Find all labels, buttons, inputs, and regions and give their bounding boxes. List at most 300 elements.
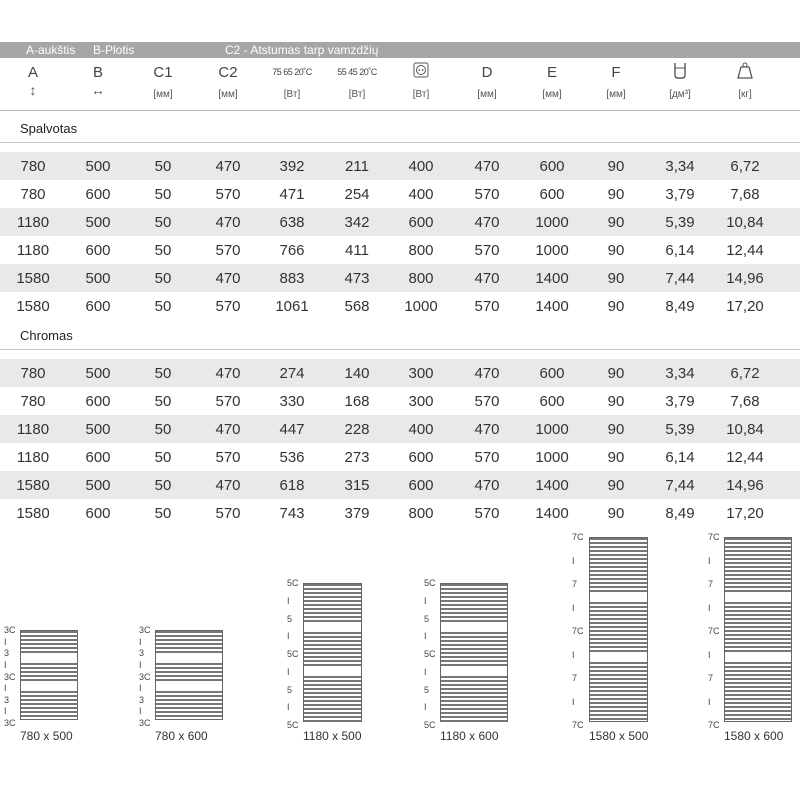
table-cell: 10,84: [726, 421, 764, 438]
table-cell: 50: [154, 158, 172, 175]
table-cell: 400: [408, 186, 434, 203]
table-cell: 600: [85, 393, 111, 410]
scale-mark: I: [287, 702, 290, 713]
scale-mark: 3C: [139, 625, 151, 635]
radiator-tube: [590, 546, 647, 548]
radiator-tube: [441, 664, 507, 666]
radiator-tube: [590, 638, 647, 640]
table-cell: 8,49: [665, 505, 695, 522]
table-cell: 228: [344, 421, 370, 438]
table-cell: 90: [607, 270, 625, 287]
table-cell: 470: [215, 270, 241, 287]
scale-mark: 3C: [4, 625, 16, 635]
table-cell: 470: [474, 477, 500, 494]
radiator-tube: [590, 614, 647, 616]
table-cell: 470: [474, 421, 500, 438]
table-cell: 600: [85, 505, 111, 522]
table-cell: 570: [474, 393, 500, 410]
header-label: C2: [218, 64, 238, 81]
radiator-tube: [590, 642, 647, 644]
scale-mark: 5C: [287, 578, 299, 588]
radiator-tube: [725, 674, 791, 676]
radiator-tube: [590, 606, 647, 608]
scale-mark: 5C: [424, 578, 436, 588]
radiator-tube: [725, 666, 791, 668]
scale-mark: 7C: [708, 532, 720, 542]
table-cell: 1580: [16, 477, 50, 494]
header-label: D: [481, 64, 493, 81]
table-cell: 6,72: [730, 158, 760, 175]
table-cell: 168: [344, 393, 370, 410]
radiator-tube: [21, 675, 77, 677]
scale-mark: 7: [572, 579, 578, 589]
table-cell: 600: [408, 449, 434, 466]
scale-mark: I: [708, 555, 711, 566]
radiator-tube: [590, 618, 647, 620]
radiator-tube: [725, 614, 791, 616]
radiator-tube: [725, 562, 791, 564]
table-cell: 7,68: [730, 186, 760, 203]
radiator-tube: [21, 647, 77, 649]
table-cell: 6,72: [730, 365, 760, 382]
table-cell: 638: [279, 214, 305, 231]
scale-mark: 5: [424, 684, 430, 695]
scale-mark: 3: [139, 648, 145, 659]
radiator-drawing: [20, 630, 78, 720]
table-cell: 1180: [16, 421, 50, 438]
radiator-tube: [725, 574, 791, 576]
table-cell: 500: [85, 214, 111, 231]
legend-a: A-aukštis: [26, 43, 76, 57]
table-cell: 1400: [535, 505, 569, 522]
scale-mark: I: [572, 555, 575, 566]
radiator-tube: [441, 644, 507, 646]
table-cell: 50: [154, 365, 172, 382]
radiator-tube: [21, 679, 77, 681]
scale-mark: 5: [424, 613, 430, 624]
table-row: [0, 415, 800, 443]
radiator-tube: [590, 682, 647, 684]
scale-mark: I: [572, 696, 575, 707]
legend-c2: C2 - Atstumas tarp vamzdžių: [225, 43, 379, 57]
scale-mark: I: [139, 683, 142, 694]
radiator-tube: [156, 703, 222, 705]
table-row: [0, 471, 800, 499]
radiator-tube: [441, 712, 507, 714]
table-cell: 90: [607, 186, 625, 203]
table-cell: 1400: [535, 298, 569, 315]
radiator-tube: [725, 578, 791, 580]
header-unit: [дм³]: [669, 89, 691, 100]
radiator-tube: [590, 702, 647, 704]
radiator-tube: [590, 578, 647, 580]
container-volume-icon: [650, 62, 710, 84]
table-cell: 470: [215, 421, 241, 438]
radiator-tube: [725, 634, 791, 636]
table-cell: 90: [607, 214, 625, 231]
header-unit: [мм]: [477, 89, 497, 100]
radiator-drawing: [589, 537, 648, 722]
table-row: [0, 236, 800, 264]
header-unit: [мм]: [153, 89, 173, 100]
table-cell: 780: [20, 158, 46, 175]
table-cell: 471: [279, 186, 305, 203]
radiator-tube: [156, 651, 222, 653]
section-title: Spalvotas: [20, 121, 78, 136]
table-cell: 600: [539, 393, 565, 410]
table-cell: 600: [85, 298, 111, 315]
radiator-tube: [590, 662, 647, 664]
radiator-tube: [725, 690, 791, 692]
radiator-tube: [725, 542, 791, 544]
radiator-tube: [441, 720, 507, 722]
radiator-tube: [304, 676, 361, 678]
radiator-tube: [304, 640, 361, 642]
weight-icon: [715, 62, 775, 84]
table-cell: 600: [539, 158, 565, 175]
scale-mark: I: [4, 659, 7, 670]
table-cell: 50: [154, 449, 172, 466]
radiator-tube: [21, 651, 77, 653]
radiator-tube: [156, 643, 222, 645]
radiator-tube: [590, 686, 647, 688]
radiator-tube: [441, 596, 507, 598]
scale-mark: I: [424, 666, 427, 677]
radiator-tube: [304, 716, 361, 718]
radiator-tube: [304, 720, 361, 722]
section-title: Chromas: [20, 328, 73, 343]
table-cell: 14,96: [726, 270, 764, 287]
radiator-tube: [21, 699, 77, 701]
table-cell: 1000: [535, 214, 569, 231]
radiator-tube: [441, 612, 507, 614]
scale-mark: 5: [287, 613, 293, 624]
table-cell: 400: [408, 158, 434, 175]
table-cell: 1180: [16, 214, 50, 231]
thumbnail-label: 780 x 600: [155, 729, 208, 743]
scale-mark: 3C: [4, 671, 16, 682]
radiator-tube: [441, 600, 507, 602]
radiator-tube: [441, 608, 507, 610]
table-row: [0, 443, 800, 471]
radiator-tube: [725, 650, 791, 652]
legend-bar: [0, 42, 800, 58]
table-cell: 570: [215, 298, 241, 315]
radiator-thumbnails: [0, 532, 800, 765]
radiator-tube: [304, 588, 361, 590]
scale-mark: 3: [4, 648, 10, 659]
table-cell: 12,44: [726, 449, 764, 466]
radiator-tube: [725, 538, 791, 540]
table-cell: 470: [215, 365, 241, 382]
radiator-tube: [304, 660, 361, 662]
table-cell: 12,44: [726, 242, 764, 259]
radiator-tube: [441, 616, 507, 618]
radiator-tube: [725, 618, 791, 620]
radiator-tube: [590, 670, 647, 672]
table-cell: 470: [474, 158, 500, 175]
radiator-tube: [725, 718, 791, 720]
radiator-tube: [590, 582, 647, 584]
radiator-tube: [725, 698, 791, 700]
radiator-tube: [725, 582, 791, 584]
thumbnail-label: 780 x 500: [20, 729, 73, 743]
radiator-tube: [304, 600, 361, 602]
radiator-tube: [156, 707, 222, 709]
table-cell: 766: [279, 242, 305, 259]
radiator-tube: [441, 652, 507, 654]
scale-mark: 3C: [139, 671, 151, 682]
radiator-tube: [304, 604, 361, 606]
scale-mark: 5C: [287, 649, 299, 659]
radiator-tube: [590, 698, 647, 700]
header-divider: [0, 110, 800, 111]
table-cell: 50: [154, 270, 172, 287]
table-cell: 536: [279, 449, 305, 466]
table-cell: 90: [607, 477, 625, 494]
header-unit: [Вт]: [412, 89, 430, 100]
table-cell: 90: [607, 449, 625, 466]
header-label: F: [611, 64, 621, 81]
radiator-tube: [156, 671, 222, 673]
table-cell: 90: [607, 505, 625, 522]
radiator-tube: [441, 592, 507, 594]
table-row: [0, 292, 800, 320]
radiator-tube: [304, 596, 361, 598]
radiator-tube: [590, 634, 647, 636]
table-cell: 1400: [535, 477, 569, 494]
section-divider: [0, 349, 800, 350]
radiator-tube: [590, 570, 647, 572]
radiator-tube: [21, 695, 77, 697]
scale-mark: 3C: [139, 718, 151, 728]
table-cell: 743: [279, 505, 305, 522]
radiator-tube: [725, 590, 791, 592]
radiator-tube: [590, 622, 647, 624]
radiator-tube: [725, 646, 791, 648]
table-cell: 570: [474, 505, 500, 522]
table-cell: 570: [215, 393, 241, 410]
radiator-tube: [590, 674, 647, 676]
scale-mark: 5: [287, 684, 293, 695]
table-cell: 600: [408, 214, 434, 231]
radiator-tube: [441, 604, 507, 606]
radiator-tube: [725, 642, 791, 644]
radiator-tube: [725, 662, 791, 664]
radiator-tube: [590, 650, 647, 652]
radiator-tube: [590, 646, 647, 648]
radiator-tube: [156, 663, 222, 665]
radiator-tube: [304, 688, 361, 690]
thumbnail-label: 1580 x 600: [724, 729, 784, 743]
table-cell: 254: [344, 186, 370, 203]
radiator-tube: [304, 712, 361, 714]
radiator-tube: [304, 648, 361, 650]
table-cell: 780: [20, 186, 46, 203]
scale-mark: I: [287, 666, 290, 677]
scale-mark: 5C: [287, 720, 299, 730]
radiator-tube: [590, 718, 647, 720]
radiator-tube: [441, 640, 507, 642]
radiator-tube: [590, 562, 647, 564]
table-cell: 800: [408, 505, 434, 522]
table-cell: 618: [279, 477, 305, 494]
scale-mark: 3: [4, 694, 10, 705]
radiator-tube: [590, 574, 647, 576]
radiator-tube: [156, 715, 222, 717]
radiator-tube: [156, 679, 222, 681]
table-cell: 17,20: [726, 298, 764, 315]
table-cell: 470: [474, 270, 500, 287]
table-cell: 90: [607, 393, 625, 410]
radiator-tube: [725, 638, 791, 640]
radiator-tube: [725, 622, 791, 624]
radiator-tube: [304, 652, 361, 654]
radiator-drawing: [724, 537, 792, 722]
table-cell: 800: [408, 242, 434, 259]
radiator-tube: [21, 635, 77, 637]
table-cell: 7,68: [730, 393, 760, 410]
scale-mark: 7C: [708, 626, 720, 636]
scale-mark: 7C: [572, 532, 584, 542]
radiator-tube: [441, 676, 507, 678]
radiator-tube: [725, 586, 791, 588]
radiator-tube: [21, 711, 77, 713]
radiator-tube: [590, 666, 647, 668]
table-cell: 90: [607, 421, 625, 438]
table-cell: 473: [344, 270, 370, 287]
radiator-tube: [304, 704, 361, 706]
radiator-tube: [590, 602, 647, 604]
table-cell: 17,20: [726, 505, 764, 522]
table-cell: 379: [344, 505, 370, 522]
radiator-tube: [590, 626, 647, 628]
radiator-tube: [441, 588, 507, 590]
radiator-tube: [725, 682, 791, 684]
radiator-tube: [156, 667, 222, 669]
radiator-tube: [725, 558, 791, 560]
radiator-tube: [725, 630, 791, 632]
table-cell: 1061: [275, 298, 309, 315]
header-unit: [мм]: [606, 89, 626, 100]
table-cell: 500: [85, 477, 111, 494]
table-cell: 7,44: [665, 270, 695, 287]
table-cell: 90: [607, 365, 625, 382]
electric-socket-icon: [391, 62, 451, 83]
radiator-tube: [156, 675, 222, 677]
radiator-tube: [590, 690, 647, 692]
radiator-tube: [590, 630, 647, 632]
radiator-tube: [21, 691, 77, 693]
table-cell: 568: [344, 298, 370, 315]
table-cell: 50: [154, 477, 172, 494]
radiator-tube: [441, 656, 507, 658]
table-cell: 470: [215, 477, 241, 494]
radiator-tube: [304, 636, 361, 638]
radiator-tube: [156, 647, 222, 649]
radiator-tube: [304, 696, 361, 698]
table-cell: 6,14: [665, 449, 695, 466]
table-row: [0, 180, 800, 208]
header-label: E: [546, 64, 557, 81]
table-row: [0, 499, 800, 527]
radiator-tube: [590, 710, 647, 712]
radiator-tube: [590, 714, 647, 716]
scale-mark: 7C: [572, 720, 584, 730]
scale-mark: I: [139, 636, 142, 647]
table-cell: 600: [539, 186, 565, 203]
table-cell: 50: [154, 186, 172, 203]
radiator-tube: [156, 711, 222, 713]
table-cell: 500: [85, 365, 111, 382]
radiator-tube: [590, 706, 647, 708]
table-cell: 600: [85, 242, 111, 259]
table-cell: 1000: [535, 449, 569, 466]
header-unit: [Вт]: [283, 89, 301, 100]
scale-mark: I: [287, 631, 290, 642]
table-cell: 1180: [16, 449, 50, 466]
radiator-tube: [441, 704, 507, 706]
table-cell: 140: [344, 365, 370, 382]
table-cell: 447: [279, 421, 305, 438]
scale-mark: 5C: [424, 720, 436, 730]
radiator-tube: [156, 699, 222, 701]
table-cell: 1580: [16, 298, 50, 315]
table-cell: 1000: [535, 421, 569, 438]
table-cell: 470: [215, 158, 241, 175]
radiator-tube: [21, 715, 77, 717]
radiator-tube: [441, 660, 507, 662]
radiator-tube: [156, 635, 222, 637]
table-cell: 570: [474, 298, 500, 315]
table-cell: 90: [607, 158, 625, 175]
radiator-tube: [21, 667, 77, 669]
radiator-tube: [304, 708, 361, 710]
radiator-tube: [21, 671, 77, 673]
radiator-tube: [590, 538, 647, 540]
radiator-tube: [590, 558, 647, 560]
scale-mark: I: [708, 602, 711, 613]
table-cell: 330: [279, 393, 305, 410]
radiator-drawing: [303, 583, 362, 722]
radiator-tube: [725, 566, 791, 568]
radiator-tube: [441, 684, 507, 686]
table-cell: 7,44: [665, 477, 695, 494]
scale-mark: I: [708, 649, 711, 660]
scale-mark: I: [572, 649, 575, 660]
table-row: [0, 359, 800, 387]
table-cell: 3,79: [665, 186, 695, 203]
radiator-tube: [590, 586, 647, 588]
radiator-tube: [441, 688, 507, 690]
radiator-tube: [441, 680, 507, 682]
radiator-tube: [441, 716, 507, 718]
radiator-tube: [441, 620, 507, 622]
legend-b: B-Plotis: [93, 43, 135, 57]
table-cell: 50: [154, 298, 172, 315]
scale-mark: 3C: [4, 718, 16, 728]
section-divider: [0, 142, 800, 143]
header-unit: [мм]: [542, 89, 562, 100]
table-cell: 470: [474, 214, 500, 231]
table-cell: 300: [408, 365, 434, 382]
table-cell: 600: [408, 477, 434, 494]
radiator-drawing: [155, 630, 223, 720]
radiator-tube: [590, 566, 647, 568]
table-cell: 570: [474, 242, 500, 259]
table-cell: 3,34: [665, 158, 695, 175]
radiator-tube: [590, 554, 647, 556]
